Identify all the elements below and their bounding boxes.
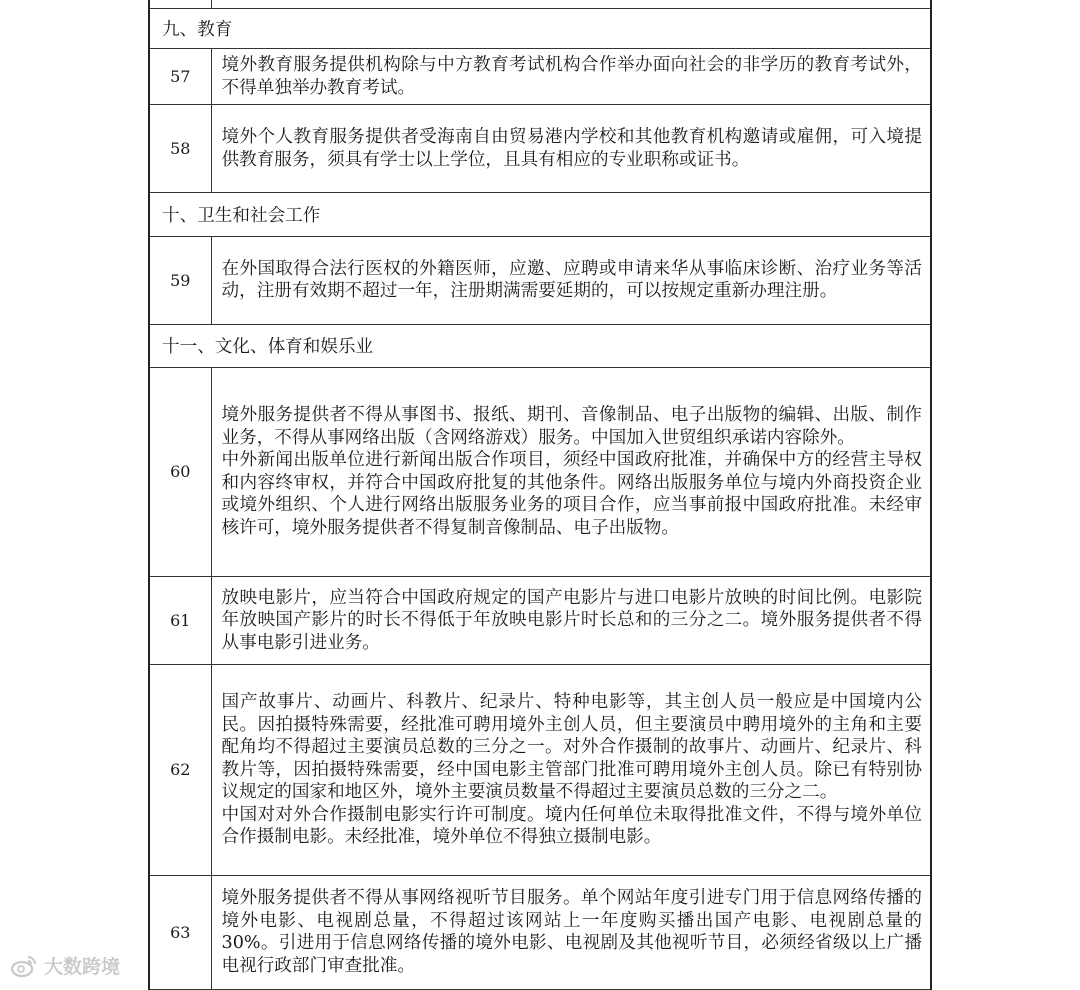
watermark-text: 大数跨境 [44,956,121,978]
table-row-top-stub [149,0,931,8]
table-row [149,367,931,576]
item-paragraph: 境外教育服务提供机构除与中方教育考试机构合作举办面向社会的非学历的教育考试外，不得单独举办教育考试。 [221,55,922,98]
table-row [149,875,931,989]
item-paragraph: 在外国取得合法行医权的外籍医师，应邀、应聘或申请来华从事临床诊断、治疗业务等活动，注册有效期不超过一年，注册期满需要延期的，可以按规定重新办理注册。 [221,258,922,302]
item-content [211,236,931,324]
item-number: 59 [149,236,211,324]
item-number: 60 [149,367,211,576]
item-paragraph: 放映电影片，应当符合中国政府规定的国产电影片与进口电影片放映的时间比例。电影院年放映国产影片的时长不得低于年放映电影片时长总和的三分之二。境外服务提供者不得从事电影引进业务。 [221,587,922,653]
section-heading-education: 九、教育 [149,8,931,48]
section-row [149,8,931,48]
table-row [149,664,931,875]
table-row [149,236,931,324]
item-content [211,576,931,664]
item-number: 57 [149,48,211,105]
item-number: 58 [149,105,211,193]
item-content [211,48,931,105]
table-row [149,576,931,664]
item-number: 63 [149,875,211,989]
section-heading-culture: 十一、文化、体育和娱乐业 [149,324,931,367]
watermark [10,952,120,979]
section-heading-health: 十、卫生和社会工作 [149,193,931,236]
item-number: 62 [149,664,211,875]
section-row [149,324,931,367]
item-paragraph: 国产故事片、动画片、科教片、纪录片、特种电影等，其主创人员一般应是中国境内公民。因拍摄特殊需要，经批准可聘用境外主创人员，但主要演员中聘用境外的主角和主要配角均不得超过主要演员总数的三分之一。对外合作摄制的故事片、动画片、纪录片、科教片等，因拍摄特殊需要，经中国电影主管部门批准可聘用境外主创人员。除已有特别协议规定的国家和地区外，境外主要演员数量不得超过主要演员总数的三分之二。 [221,692,922,803]
item-paragraph: 境外服务提供者不得从事图书、报纸、期刊、音像制品、电子出版物的编辑、出版、制作业务，不得从事网络出版（含网络游戏）服务。中国加入世贸组织承诺内容除外。 [221,405,922,448]
item-content [211,367,931,576]
item-paragraph: 境外服务提供者不得从事网络视听节目服务。单个网站年度引进专门用于信息网络传播的境外电影、电视剧总量，不得超过该网站上一年度购买播出国产电影、电视剧总量的30%。引进用于信息网络传播的境外电影、电视剧及其他视听节目，必须经省级以上广播电视行政部门审查批准。 [221,888,922,976]
item-paragraph: 中国对对外合作摄制电影实行许可制度。境内任何单位未取得批准文件，不得与境外单位合作摄制电影。未经批准，境外单位不得独立摄制电影。 [221,804,922,848]
weibo-logo-icon [10,954,38,978]
item-paragraph: 境外个人教育服务提供者受海南自由贸易港内学校和其他教育机构邀请或雇佣，可入境提供教育服务，须具有学士以上学位，且具有相应的专业职称或证书。 [221,127,922,170]
section-row [149,193,931,236]
table-row [149,105,931,193]
table-row [149,48,931,105]
regulation-table [148,0,932,990]
item-content [211,664,931,875]
item-number: 61 [149,576,211,664]
item-paragraph: 中外新闻出版单位进行新闻出版合作项目，须经中国政府批准，并确保中方的经营主导权和内容终审权，并符合中国政府批复的其他条件。网络出版服务单位与境内外商投资企业或境外组织、个人进行网络出版服务业务的项目合作，应当事前报中国政府批准。未经审核许可，境外服务提供者不得复制音像制品、电子出版物。 [221,450,922,538]
item-content [211,875,931,989]
item-content [211,105,931,193]
